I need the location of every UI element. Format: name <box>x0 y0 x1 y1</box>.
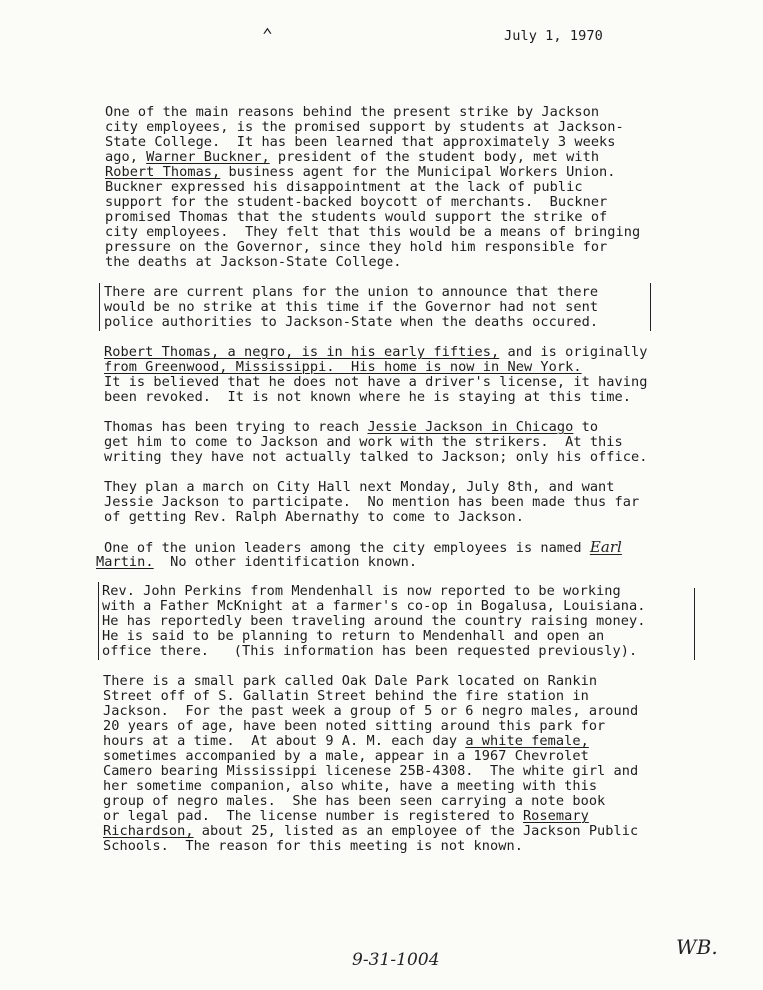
p1-line-5 <box>105 165 616 180</box>
p8-line-11 <box>103 824 638 839</box>
p1-line-4-end: president of the student body, met with <box>269 149 600 165</box>
p6-line-1-text: One of the union leaders among the city employees is named <box>104 540 590 556</box>
white-female: a white female, <box>465 733 589 749</box>
p8-line-3: Jackson. For the past week a group of 5 or 6 negro males, around <box>103 703 639 719</box>
file-number: 9-31-1004 <box>352 950 440 970</box>
p3-line-3: It is believed that he does not have a driver's license, it having <box>104 374 648 390</box>
thomas-description: Robert Thomas, a negro, is in his early fifties, <box>104 344 500 360</box>
p8-line-11-end: about 25, listed as an employee of the Jackson Public <box>193 823 639 839</box>
p7-line-5: office there. (This information has been requested previously). <box>102 643 638 659</box>
p2-line-3: police authorities to Jackson-State when the deaths occured. <box>104 314 599 330</box>
p8-line-7: Camero bearing Mississippi licenese 25B-4308. The white girl and <box>103 763 639 779</box>
p1-line-6: Buckner expressed his disappointment at the lack of public <box>105 179 583 195</box>
p7-line-3: He has reportedly been traveling around the country raising money. <box>102 613 646 629</box>
p3-line-4: been revoked. It is not known where he is staying at this time. <box>104 389 631 405</box>
p8-line-12: Schools. The reason for this meeting is not known. <box>103 838 523 854</box>
name-richardson: Richardson, <box>103 823 194 839</box>
p7-right-bracket <box>694 588 695 660</box>
p8-line-8: her sometime companion, also white, have a meeting with this <box>103 778 598 794</box>
p8-line-9: group of negro males. She has been seen carrying a note book <box>103 793 606 809</box>
p5-line-2: Jessie Jackson to participate. No mention has been made thus far <box>104 494 640 510</box>
p1-line-8: promised Thomas that the students would support the strike of <box>105 209 608 225</box>
p5-line-3: of getting Rev. Ralph Abernathy to come to Jackson. <box>104 509 524 525</box>
name-robert-thomas: Robert Thomas, <box>105 164 221 180</box>
name-warner-buckner: Warner Buckner, <box>146 149 270 165</box>
p8-line-1: There is a small park called Oak Dale Park located on Rankin <box>103 673 598 689</box>
p7-line-4: He is said to be planning to return to Mendenhall and open an <box>102 628 605 644</box>
p1-line-1: One of the main reasons behind the present strike by Jackson <box>105 104 600 120</box>
p8-line-2: Street off of S. Gallatin Street behind the fire station in <box>103 688 589 704</box>
jessie-jackson-chicago: Jessie Jackson in Chicago <box>367 419 574 435</box>
p6-line-2 <box>96 555 417 570</box>
handwritten-earl: Earl <box>589 538 622 556</box>
p1-line-3: State College. It has been learned that approximately 3 weeks <box>105 134 616 150</box>
p1-line-7: support for the student-backed boycott of merchants. Buckner <box>105 194 608 210</box>
p1-line-2: city employees, is the promised support by students at Jackson- <box>105 119 624 135</box>
p5-line-1: They plan a march on City Hall next Monday, July 8th, and want <box>104 479 615 495</box>
p6-line-2-end: No other identification known. <box>153 554 418 570</box>
p3-line-1 <box>104 345 647 360</box>
p7-left-bracket <box>98 582 99 660</box>
p3-line-1-end: and is originally <box>499 344 648 360</box>
p4-line-1 <box>104 420 598 435</box>
p1-line-9: city employees. They felt that this would be a means of bringing <box>105 224 641 240</box>
p4-line-3: writing they have not actually talked to Jackson; only his office. <box>104 449 648 465</box>
p4-line-1-end: to <box>573 419 599 435</box>
name-martin: Martin. <box>96 554 154 570</box>
p2-right-bracket <box>650 283 651 331</box>
p8-line-5 <box>103 734 589 749</box>
p2-line-1: There are current plans for the union to announce that there <box>104 284 599 300</box>
p8-line-6: sometimes accompanied by a male, appear in a 1967 Chevrolet <box>103 748 589 764</box>
p7-line-2: with a Father McKnight at a farmer's co-op in Bogalusa, Louisiana. <box>102 598 646 614</box>
p1-line-11: the deaths at Jackson-State College. <box>105 254 402 270</box>
p8-line-4: 20 years of age, have been noted sitting around this park for <box>103 718 606 734</box>
p7-line-1: Rev. John Perkins from Mendenhall is now reported to be working <box>102 583 621 599</box>
p4-line-2: get him to come to Jackson and work with the strikers. At this <box>104 434 623 450</box>
p4-line-1-start: Thomas has been trying to reach <box>104 419 368 435</box>
p1-line-10: pressure on the Governor, since they hold him responsible for <box>105 239 608 255</box>
p8-line-5-start: hours at a time. At about 9 A. M. each day <box>103 733 466 749</box>
name-rosemary: Rosemary <box>522 808 589 824</box>
p8-line-10-start: or legal pad. The license number is registered to <box>103 808 523 824</box>
p3-line-2: from Greenwood, Mississippi. His home is now in New York. <box>104 359 582 375</box>
document-date: July 1, 1970 <box>504 28 603 44</box>
caret-mark: ⌃ <box>262 25 273 46</box>
p8-line-10 <box>103 809 589 824</box>
p2-left-bracket <box>99 283 100 331</box>
p2-line-2: would be no strike at this time if the Governor had not sent <box>104 299 599 315</box>
p1-line-4 <box>105 150 599 165</box>
p1-line-4-start: ago, <box>105 149 147 165</box>
initials: WB. <box>676 935 718 959</box>
p1-line-5-end: business agent for the Municipal Workers Union. <box>220 164 616 180</box>
